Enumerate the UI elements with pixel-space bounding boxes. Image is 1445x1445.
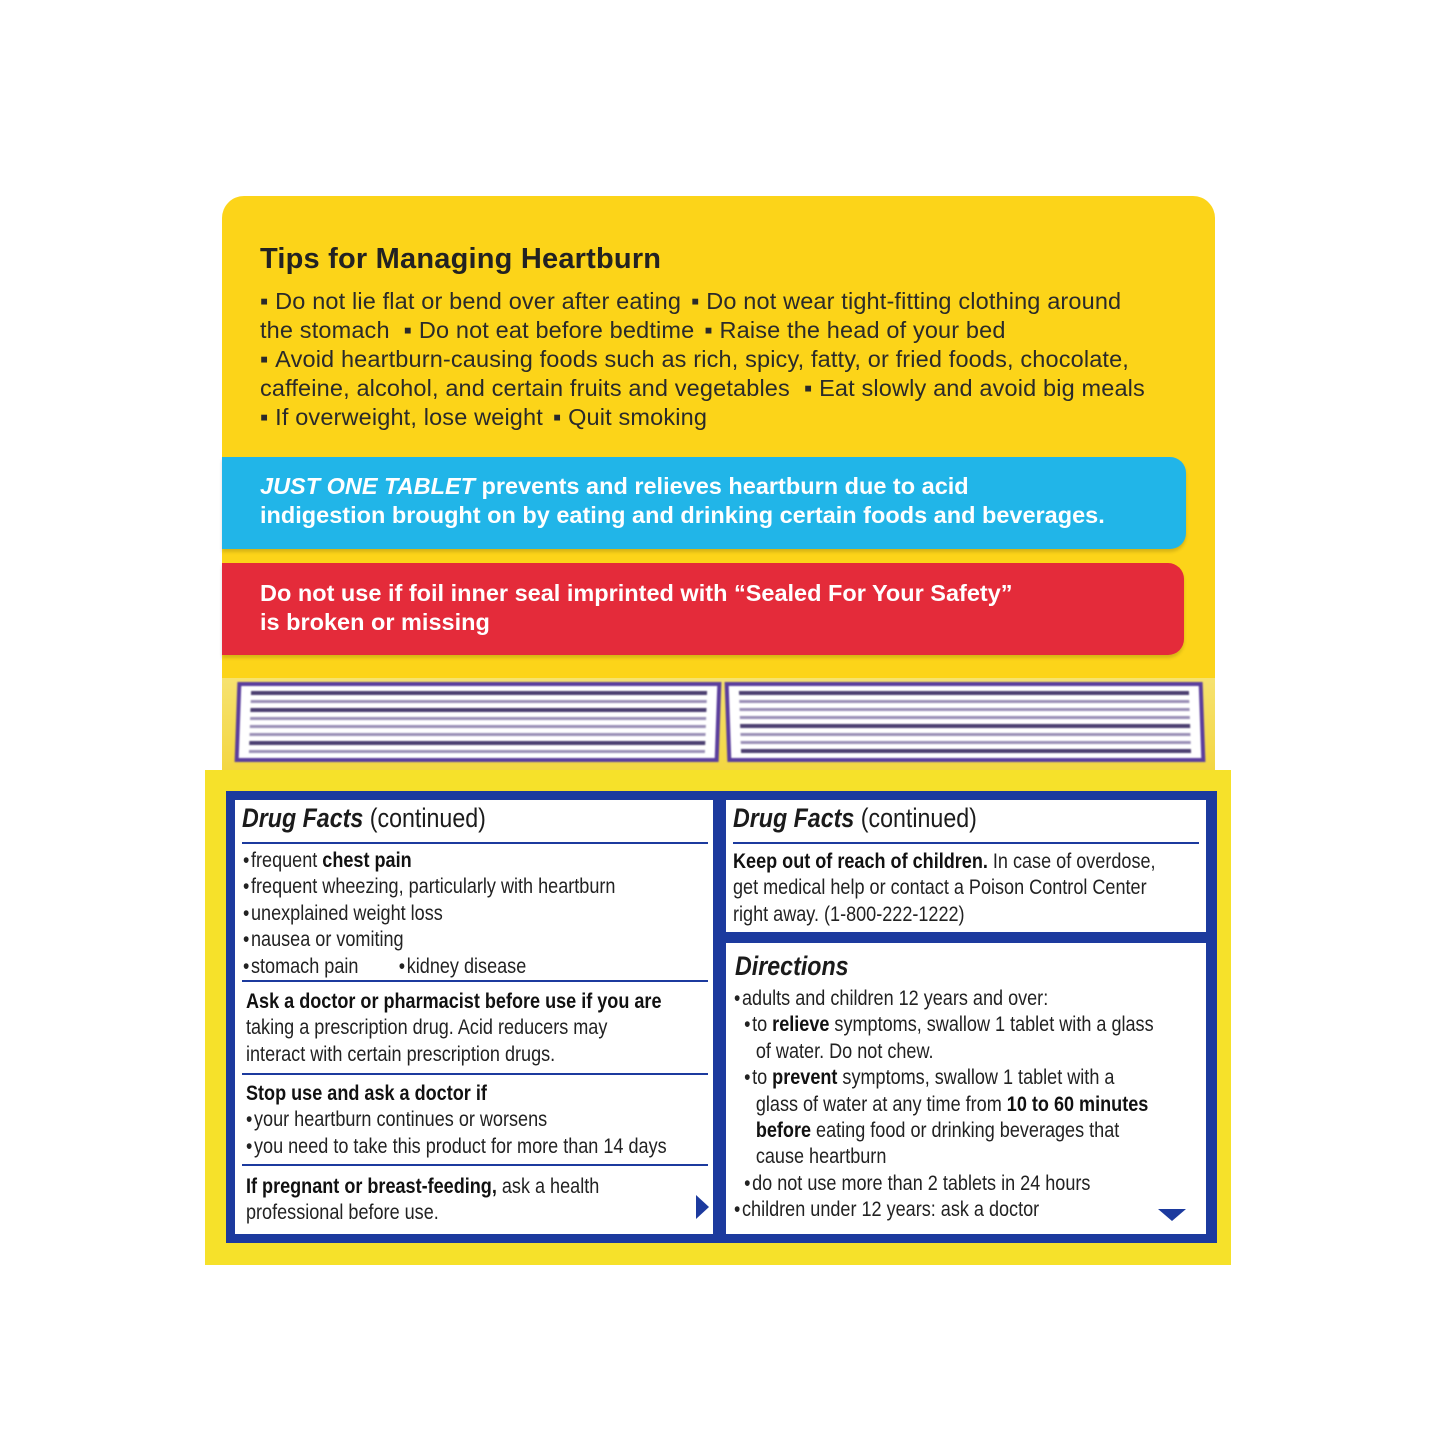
ask-doctor-section: Ask a doctor or pharmacist before use if you are taking a prescription drug. Acid reducers may interact with certain prescription drugs. <box>246 989 662 1066</box>
drug-facts-heading-right: Drug Facts (continued) <box>733 803 977 833</box>
tips-line: ▪ If overweight, lose weight▪ Quit smoking <box>260 403 1180 432</box>
directions-list: • adults and children 12 years and over: • to relieve symptoms, swallow 1 tablet with a glass of water. Do not chew. • to prevent symptoms, swallow 1 tablet with a glass of water at any time from 10 to 60 minutes before eating food or drinking beverages that cause heartburn • do not use more than 2 tablets in 24 hours • children under 12 years: ask a doctor <box>734 985 1154 1223</box>
drug-facts-heading-left: Drug Facts (continued) <box>242 803 486 833</box>
pregnancy-section: If pregnant or breast-feeding, ask a health professional before use. <box>246 1174 600 1225</box>
continue-arrow-down-icon <box>1158 1209 1186 1221</box>
tips-list <box>260 287 1180 432</box>
tips-line: the stomach▪ Do not eat before bedtime▪ Raise the head of your bed <box>260 316 1180 345</box>
keep-out-of-reach-section: Keep out of reach of children. In case of overdose, get medical help or contact a Poison Control Center right away. (1-800-222-1222) <box>733 849 1156 926</box>
section-rule <box>242 980 708 982</box>
tips-line: caffeine, alcohol, and certain fruits and vegetables▪ Eat slowly and avoid big meals <box>260 374 1180 403</box>
blurred-label-left <box>235 682 722 762</box>
list-item: • nausea or vomiting <box>243 926 615 952</box>
section-rule <box>242 842 708 844</box>
list-item: • frequent wheezing, particularly with heartburn <box>243 873 615 899</box>
list-item: • frequent chest pain <box>243 847 615 873</box>
tips-line: ▪ Avoid heartburn-causing foods such as rich, spicy, fatty, or fried foods, chocolate, <box>260 345 1180 374</box>
continue-arrow-right-icon <box>696 1195 709 1219</box>
stop-use-section: Stop use and ask a doctor if • your heartburn continues or worsens • you need to take this product for more than 14 days <box>246 1080 667 1159</box>
section-rule <box>733 842 1199 844</box>
list-item: • stomach pain• kidney disease <box>243 953 615 979</box>
blurred-label-right <box>725 682 1206 762</box>
section-rule <box>242 1073 708 1075</box>
warning-list <box>243 847 615 979</box>
list-item: • unexplained weight loss <box>243 900 615 926</box>
seal-warning-text: Do not use if foil inner seal imprinted with “Sealed For Your Safety” is broken or missing <box>260 580 1013 635</box>
tips-title: Tips for Managing Heartburn <box>260 243 662 275</box>
section-rule <box>242 1164 708 1166</box>
tips-line: ▪ Do not lie flat or bend over after eating▪ Do not wear tight-fitting clothing around <box>260 287 1180 316</box>
one-tablet-text: JUST ONE TABLET prevents and relieves heartburn due to acid indigestion brought on by eating and drinking certain foods and beverages. <box>260 473 1105 528</box>
directions-heading: Directions <box>735 951 849 981</box>
